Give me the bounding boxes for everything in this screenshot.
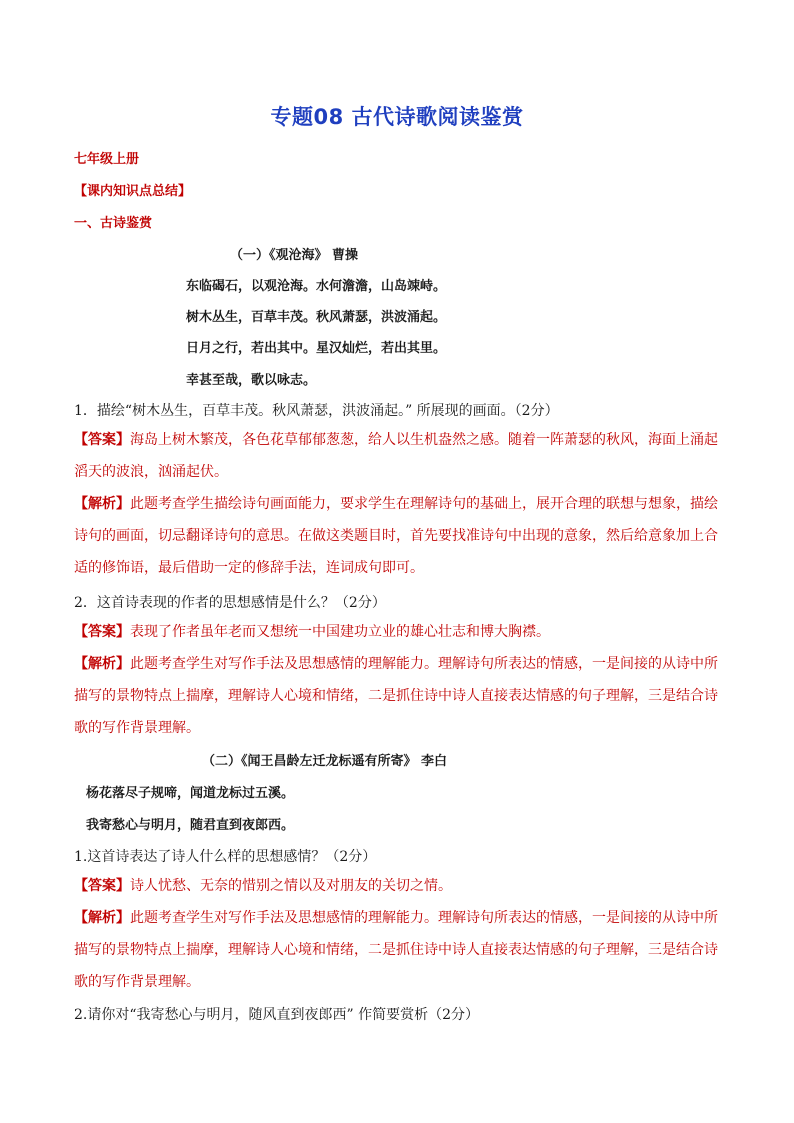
analysis-text: 此题考查学生对写作手法及思想感情的理解能力。理解诗句所表达的情感，一是间接的从诗中所描写的景物特点上揣摩，理解诗人心境和情绪，二是抓住诗中诗人直接表达情感的句子理解，三是结合诗歌的写作背景理解。 — [74, 910, 718, 990]
poem2-analysis-1 — [74, 902, 724, 998]
answer-tag: 【答案】 — [74, 624, 130, 640]
answer-text: 诗人忧愁、无奈的惜别之情以及对朋友的关切之情。 — [130, 878, 452, 894]
poem1-answer-1 — [74, 424, 724, 488]
poem2-line-2: 我寄愁心与明月，随君直到夜郎西。 — [86, 818, 295, 833]
document-title: 专题08 古代诗歌阅读鉴赏 — [270, 105, 524, 129]
poem1-line-4: 幸甚至哉，歌以咏志。 — [186, 373, 317, 388]
analysis-tag: 【解析】 — [74, 910, 130, 926]
poem1-analysis-1 — [74, 488, 724, 584]
poem2-question-1: 1.这首诗表达了诗人什么样的思想感情？（2分） — [74, 849, 377, 865]
poem1-analysis-2 — [74, 648, 724, 744]
analysis-tag: 【解析】 — [74, 656, 130, 672]
poem2-question-2: 2.请你对“我寄愁心与明月，随风直到夜郎西” 作简要赏析（2分） — [74, 1007, 480, 1023]
poem2-answer-1 — [74, 870, 724, 902]
poem1-line-3: 日月之行，若出其中。星汉灿烂，若出其里。 — [186, 341, 447, 356]
answer-tag: 【答案】 — [74, 878, 130, 894]
poem1-answer-2 — [74, 616, 724, 648]
poem1-line-2: 树木丛生，百草丰茂。秋风萧瑟，洪波涌起。 — [186, 310, 447, 325]
poem2-line-1: 杨花落尽子规啼，闻道龙标过五溪。 — [86, 786, 295, 801]
answer-text: 表现了作者虽年老而又想统一中国建功立业的雄心壮志和博大胸襟。 — [130, 624, 550, 640]
grade-heading: 七年级上册 — [74, 152, 140, 167]
answer-text: 海岛上树木繁茂，各色花草郁郁葱葱，给人以生机盎然之感。随着一阵萧瑟的秋风，海面上涌起滔天的波浪，汹涌起伏。 — [74, 432, 718, 480]
analysis-text: 此题考查学生描绘诗句画面能力，要求学生在理解诗句的基础上，展开合理的联想与想象，描绘诗句的画面，切忌翻译诗句的意思。在做这类题目时，首先要找准诗句中出现的意象，然后给意象加上合适的修饰语，最后借助一定的修辞手法，连词成句即可。 — [74, 496, 718, 576]
section-heading: 【课内知识点总结】 — [74, 184, 192, 199]
analysis-tag: 【解析】 — [74, 496, 130, 512]
poem1-title: （一）《观沧海》 曹操 — [230, 248, 359, 263]
analysis-text: 此题考查学生对写作手法及思想感情的理解能力。理解诗句所表达的情感，一是间接的从诗中所描写的景物特点上揣摩，理解诗人心境和情绪，二是抓住诗中诗人直接表达情感的句子理解，三是结合诗歌的写作背景理解。 — [74, 656, 718, 736]
poem1-question-2: 2．这首诗表现的作者的思想感情是什么？（2分） — [74, 595, 386, 611]
answer-tag: 【答案】 — [74, 432, 130, 448]
poem2-title: （二）《闻王昌龄左迁龙标遥有所寄》 李白 — [202, 754, 448, 769]
poem1-question-1: 1．描绘“树木丛生，百草丰茂。秋风萧瑟，洪波涌起。” 所展现的画面。（2分） — [74, 403, 559, 419]
poem1-line-1: 东临碣石，以观沧海。水何澹澹，山岛竦峙。 — [186, 279, 447, 294]
subsection-heading: 一、古诗鉴赏 — [74, 216, 153, 231]
